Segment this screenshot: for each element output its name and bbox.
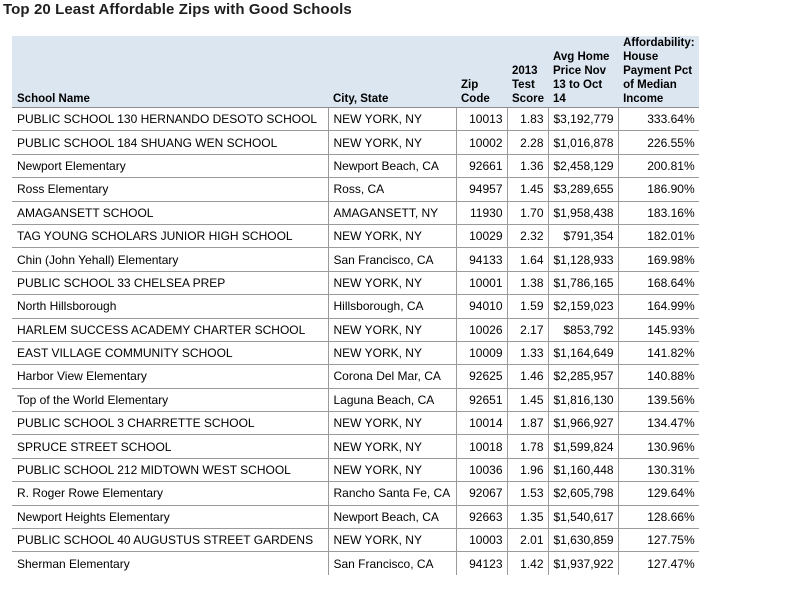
cell-school-name: PUBLIC SCHOOL 130 HERNANDO DESOTO SCHOOL (12, 108, 328, 131)
cell-city-state: Hillsborough, CA (328, 295, 456, 318)
cell-city-state: NEW YORK, NY (328, 108, 456, 131)
cell-school-name: PUBLIC SCHOOL 184 SHUANG WEN SCHOOL (12, 131, 328, 154)
schools-table (12, 36, 699, 575)
cell-test-score: 1.83 (507, 108, 548, 131)
cell-avg-home-price: $2,458,129 (548, 154, 618, 177)
cell-avg-home-price: $2,605,798 (548, 482, 618, 505)
cell-zip-code: 94133 (456, 248, 507, 271)
cell-avg-home-price: $1,786,165 (548, 271, 618, 294)
cell-test-score: 2.01 (507, 529, 548, 552)
table-row (12, 224, 699, 247)
cell-school-name: SPRUCE STREET SCHOOL (12, 435, 328, 458)
cell-test-score: 1.35 (507, 505, 548, 528)
cell-zip-code: 92661 (456, 154, 507, 177)
cell-city-state: NEW YORK, NY (328, 131, 456, 154)
cell-school-name: TAG YOUNG SCHOLARS JUNIOR HIGH SCHOOL (12, 224, 328, 247)
cell-avg-home-price: $1,958,438 (548, 201, 618, 224)
cell-city-state: NEW YORK, NY (328, 271, 456, 294)
cell-test-score: 1.70 (507, 201, 548, 224)
cell-test-score: 2.32 (507, 224, 548, 247)
cell-test-score: 1.53 (507, 482, 548, 505)
cell-school-name: PUBLIC SCHOOL 40 AUGUSTUS STREET GARDENS (12, 529, 328, 552)
cell-school-name: PUBLIC SCHOOL 3 CHARRETTE SCHOOL (12, 412, 328, 435)
cell-city-state: San Francisco, CA (328, 248, 456, 271)
table-row (12, 482, 699, 505)
cell-zip-code: 94123 (456, 552, 507, 575)
cell-zip-code: 94010 (456, 295, 507, 318)
header-zip-code: Zip Code (456, 36, 507, 108)
header-school-name: School Name (12, 36, 328, 108)
cell-test-score: 1.64 (507, 248, 548, 271)
cell-affordability: 333.64% (618, 108, 699, 131)
cell-affordability: 164.99% (618, 295, 699, 318)
cell-test-score: 1.59 (507, 295, 548, 318)
cell-avg-home-price: $1,128,933 (548, 248, 618, 271)
cell-test-score: 2.17 (507, 318, 548, 341)
table-row (12, 271, 699, 294)
cell-zip-code: 10009 (456, 341, 507, 364)
cell-city-state: San Francisco, CA (328, 552, 456, 575)
cell-test-score: 1.42 (507, 552, 548, 575)
table-row (12, 178, 699, 201)
cell-city-state: Newport Beach, CA (328, 505, 456, 528)
cell-school-name: AMAGANSETT SCHOOL (12, 201, 328, 224)
cell-avg-home-price: $1,540,617 (548, 505, 618, 528)
table-row (12, 412, 699, 435)
cell-zip-code: 92067 (456, 482, 507, 505)
cell-zip-code: 10013 (456, 108, 507, 131)
cell-affordability: 140.88% (618, 365, 699, 388)
cell-affordability: 226.55% (618, 131, 699, 154)
cell-affordability: 130.31% (618, 458, 699, 481)
cell-city-state: NEW YORK, NY (328, 318, 456, 341)
table-row (12, 248, 699, 271)
table-row (12, 552, 699, 575)
table-row (12, 201, 699, 224)
cell-school-name: PUBLIC SCHOOL 212 MIDTOWN WEST SCHOOL (12, 458, 328, 481)
cell-city-state: NEW YORK, NY (328, 529, 456, 552)
cell-avg-home-price: $3,192,779 (548, 108, 618, 131)
cell-city-state: AMAGANSETT, NY (328, 201, 456, 224)
cell-affordability: 127.47% (647, 556, 695, 571)
table-row (12, 458, 699, 481)
cell-zip-code: 92651 (456, 388, 507, 411)
cell-city-state: NEW YORK, NY (328, 458, 456, 481)
cell-test-score: 1.46 (507, 365, 548, 388)
cell-avg-home-price: $1,160,448 (548, 458, 618, 481)
cell-test-score: 2.28 (507, 131, 548, 154)
table-row (12, 435, 699, 458)
header-row (12, 36, 699, 108)
cell-school-name: Harbor View Elementary (12, 365, 328, 388)
cell-zip-code: 92663 (456, 505, 507, 528)
cell-avg-home-price: $3,289,655 (548, 178, 618, 201)
cell-test-score: 1.38 (507, 271, 548, 294)
cell-test-score: 1.36 (507, 154, 548, 177)
cell-zip-code: 10036 (456, 458, 507, 481)
table-row (12, 108, 699, 131)
cell-school-name: Sherman Elementary (12, 552, 328, 575)
table-row (12, 365, 699, 388)
cell-zip-code: 10002 (456, 131, 507, 154)
table-row (12, 529, 699, 552)
cell-school-name: Chin (John Yehall) Elementary (12, 248, 328, 271)
table-body (12, 108, 699, 575)
cell-avg-home-price: $1,164,649 (548, 341, 618, 364)
table-header (12, 36, 699, 108)
cell-avg-home-price: $1,816,130 (548, 388, 618, 411)
cell-affordability: 145.93% (618, 318, 699, 341)
cell-affordability: 134.47% (618, 412, 699, 435)
cell-avg-home-price: $853,792 (548, 318, 618, 341)
cell-city-state: NEW YORK, NY (328, 412, 456, 435)
cell-test-score: 1.87 (507, 412, 548, 435)
cell-city-state: NEW YORK, NY (328, 341, 456, 364)
cell-school-name: EAST VILLAGE COMMUNITY SCHOOL (12, 341, 328, 364)
cell-test-score: 1.45 (507, 388, 548, 411)
header-avg-home-price: Avg Home Price Nov 13 to Oct 14 (548, 36, 618, 108)
header-city-state: City, State (328, 36, 456, 108)
cell-city-state: Rancho Santa Fe, CA (328, 482, 456, 505)
page-title: Top 20 Least Affordable Zips with Good Schools (3, 1, 352, 18)
cell-affordability: 182.01% (618, 224, 699, 247)
table-row (12, 154, 699, 177)
cell-affordability: 200.81% (618, 154, 699, 177)
cell-school-name: Newport Heights Elementary (12, 505, 328, 528)
cell-school-name: Newport Elementary (12, 154, 328, 177)
cell-affordability: 141.82% (618, 341, 699, 364)
cell-avg-home-price: $2,159,023 (548, 295, 618, 318)
cell-zip-code: 10018 (456, 435, 507, 458)
cell-affordability: 183.16% (618, 201, 699, 224)
header-test-score: 2013 Test Score (507, 36, 548, 108)
cell-zip-code: 10014 (456, 412, 507, 435)
cell-school-name: North Hillsborough (12, 295, 328, 318)
cell-city-state: Ross, CA (328, 178, 456, 201)
cell-zip-code: 94957 (456, 178, 507, 201)
cell-affordability: 127.75% (618, 529, 699, 552)
cell-zip-code: 10001 (456, 271, 507, 294)
cell-affordability: 129.64% (618, 482, 699, 505)
cell-avg-home-price: $1,016,878 (548, 131, 618, 154)
cell-school-name: Top of the World Elementary (12, 388, 328, 411)
header-affordability: Affordability: House Payment Pct of Median Income (618, 36, 699, 108)
cell-avg-home-price: $791,354 (548, 224, 618, 247)
cell-avg-home-price: $1,937,922 (548, 552, 618, 575)
cell-zip-code: 10026 (456, 318, 507, 341)
cell-zip-code: 10003 (456, 529, 507, 552)
cell-zip-code: 92625 (456, 365, 507, 388)
cell-test-score: 1.33 (507, 341, 548, 364)
table-row (12, 505, 699, 528)
cell-city-state: Laguna Beach, CA (328, 388, 456, 411)
cell-affordability: 169.98% (618, 248, 699, 271)
cell-school-name: HARLEM SUCCESS ACADEMY CHARTER SCHOOL (12, 318, 328, 341)
table-row (12, 318, 699, 341)
cell-zip-code: 11930 (456, 201, 507, 224)
cell-avg-home-price: $1,966,927 (548, 412, 618, 435)
cell-test-score: 1.78 (507, 435, 548, 458)
cell-zip-code: 10029 (456, 224, 507, 247)
cell-test-score: 1.96 (507, 458, 548, 481)
cell-city-state: Newport Beach, CA (328, 154, 456, 177)
cell-city-state: NEW YORK, NY (328, 224, 456, 247)
cell-school-name: PUBLIC SCHOOL 33 CHELSEA PREP (12, 271, 328, 294)
cell-affordability: 168.64% (618, 271, 699, 294)
cell-avg-home-price: $2,285,957 (548, 365, 618, 388)
cell-avg-home-price: $1,599,824 (548, 435, 618, 458)
cell-school-name: R. Roger Rowe Elementary (12, 482, 328, 505)
cell-city-state: NEW YORK, NY (328, 435, 456, 458)
cell-affordability: 130.96% (618, 435, 699, 458)
cell-school-name: Ross Elementary (12, 178, 328, 201)
cell-test-score: 1.45 (507, 178, 548, 201)
cell-city-state: Corona Del Mar, CA (328, 365, 456, 388)
table-row (12, 131, 699, 154)
table-row (12, 295, 699, 318)
table-row (12, 388, 699, 411)
cell-affordability: 186.90% (618, 178, 699, 201)
cell-avg-home-price: $1,630,859 (548, 529, 618, 552)
cell-affordability: 139.56% (618, 388, 699, 411)
table-row (12, 341, 699, 364)
cell-affordability: 128.66% (618, 505, 699, 528)
